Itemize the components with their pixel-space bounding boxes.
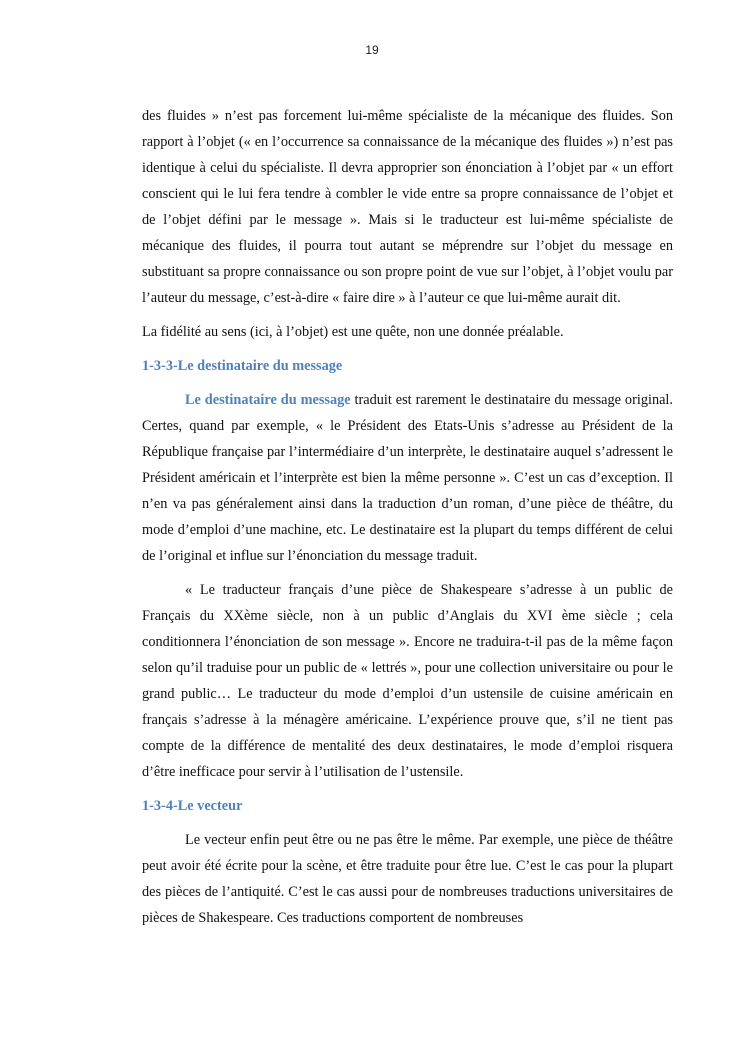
paragraph-4: « Le traducteur français d’une pièce de Shakespeare s’adresse à un public de Français du XXème siècle, non à un public d’Anglais du XVI ème siècle ; cela conditionnera l’énonciation de son message ». Encore ne traduira-t-il pas de la même façon selon qu’il traduise pour un public de « lettrés », pour une collection universitaire ou pour le grand public… Le traducteur du mode d’emploi d’un ustensile de cuisine américain en français s’adresse à la ménagère américaine. L’expérience prouve que, s’il ne tient pas compte de la différence de mentalité des deux destinataires, le mode d’emploi risquera d’être inefficace pour servir à l’utilisation de l’ustensile. [142, 582, 673, 780]
paragraph-2: La fidélité au sens (ici, à l’objet) est une quête, non une donnée préalable. [142, 324, 564, 340]
highlighted-term: Le destinataire du message [185, 392, 351, 408]
paragraph-3 [142, 387, 673, 569]
paragraph-3-text: traduit est rarement le destinataire du message original. Certes, quand par exemple, « le Président des Etats-Unis s’adresse au Président de la République française par l’intermédiaire d’un interprète, le destinataire auquel s’adressent le Président américain et l’interprète est bien la même personne ». C’est un cas d’exception. Il n’en va pas généralement ainsi dans la traduction d’un roman, d’une pièce de théâtre, du mode d’emploi d’une machine, etc. Le destinataire est la plupart du temps différent de celui de l’original et influe sur l’énonciation du message traduit. [142, 392, 673, 564]
section-heading-destinataire: 1-3-3-Le destinataire du message [142, 358, 343, 374]
page-number: 19 [365, 43, 379, 57]
section-heading-vecteur: 1-3-4-Le vecteur [142, 798, 243, 814]
paragraph-5: Le vecteur enfin peut être ou ne pas être le même. Par exemple, une pièce de théâtre peut avoir été écrite pour la scène, et être traduite pour être lue. C’est le cas pour la plupart des pièces de l’antiquité. C’est le cas aussi pour de nombreuses traductions universitaires de pièces de Shakespeare. Ces traductions comportent de nombreuses [142, 832, 673, 926]
body-text [142, 103, 673, 931]
paragraph-1: des fluides » n’est pas forcement lui-même spécialiste de la mécanique des fluides. Son rapport à l’objet (« en l’occurrence sa connaissance de la mécanique des fluides ») n’est pas identique à celui du spécialiste. Il devra approprier son énonciation à l’objet par « un effort conscient qui le lui fera tendre à combler le vide entre sa propre connaissance de l’objet et de l’objet défini par le message ». Mais si le traducteur est lui-même spécialiste de mécanique des fluides, il pourra tout autant se méprendre sur l’objet du message en substituant sa propre connaissance ou son propre point de vue sur l’objet, à l’objet voulu par l’auteur du message, c’est-à-dire « faire dire » à l’auteur ce que lui-même aurait dit. [142, 108, 673, 306]
